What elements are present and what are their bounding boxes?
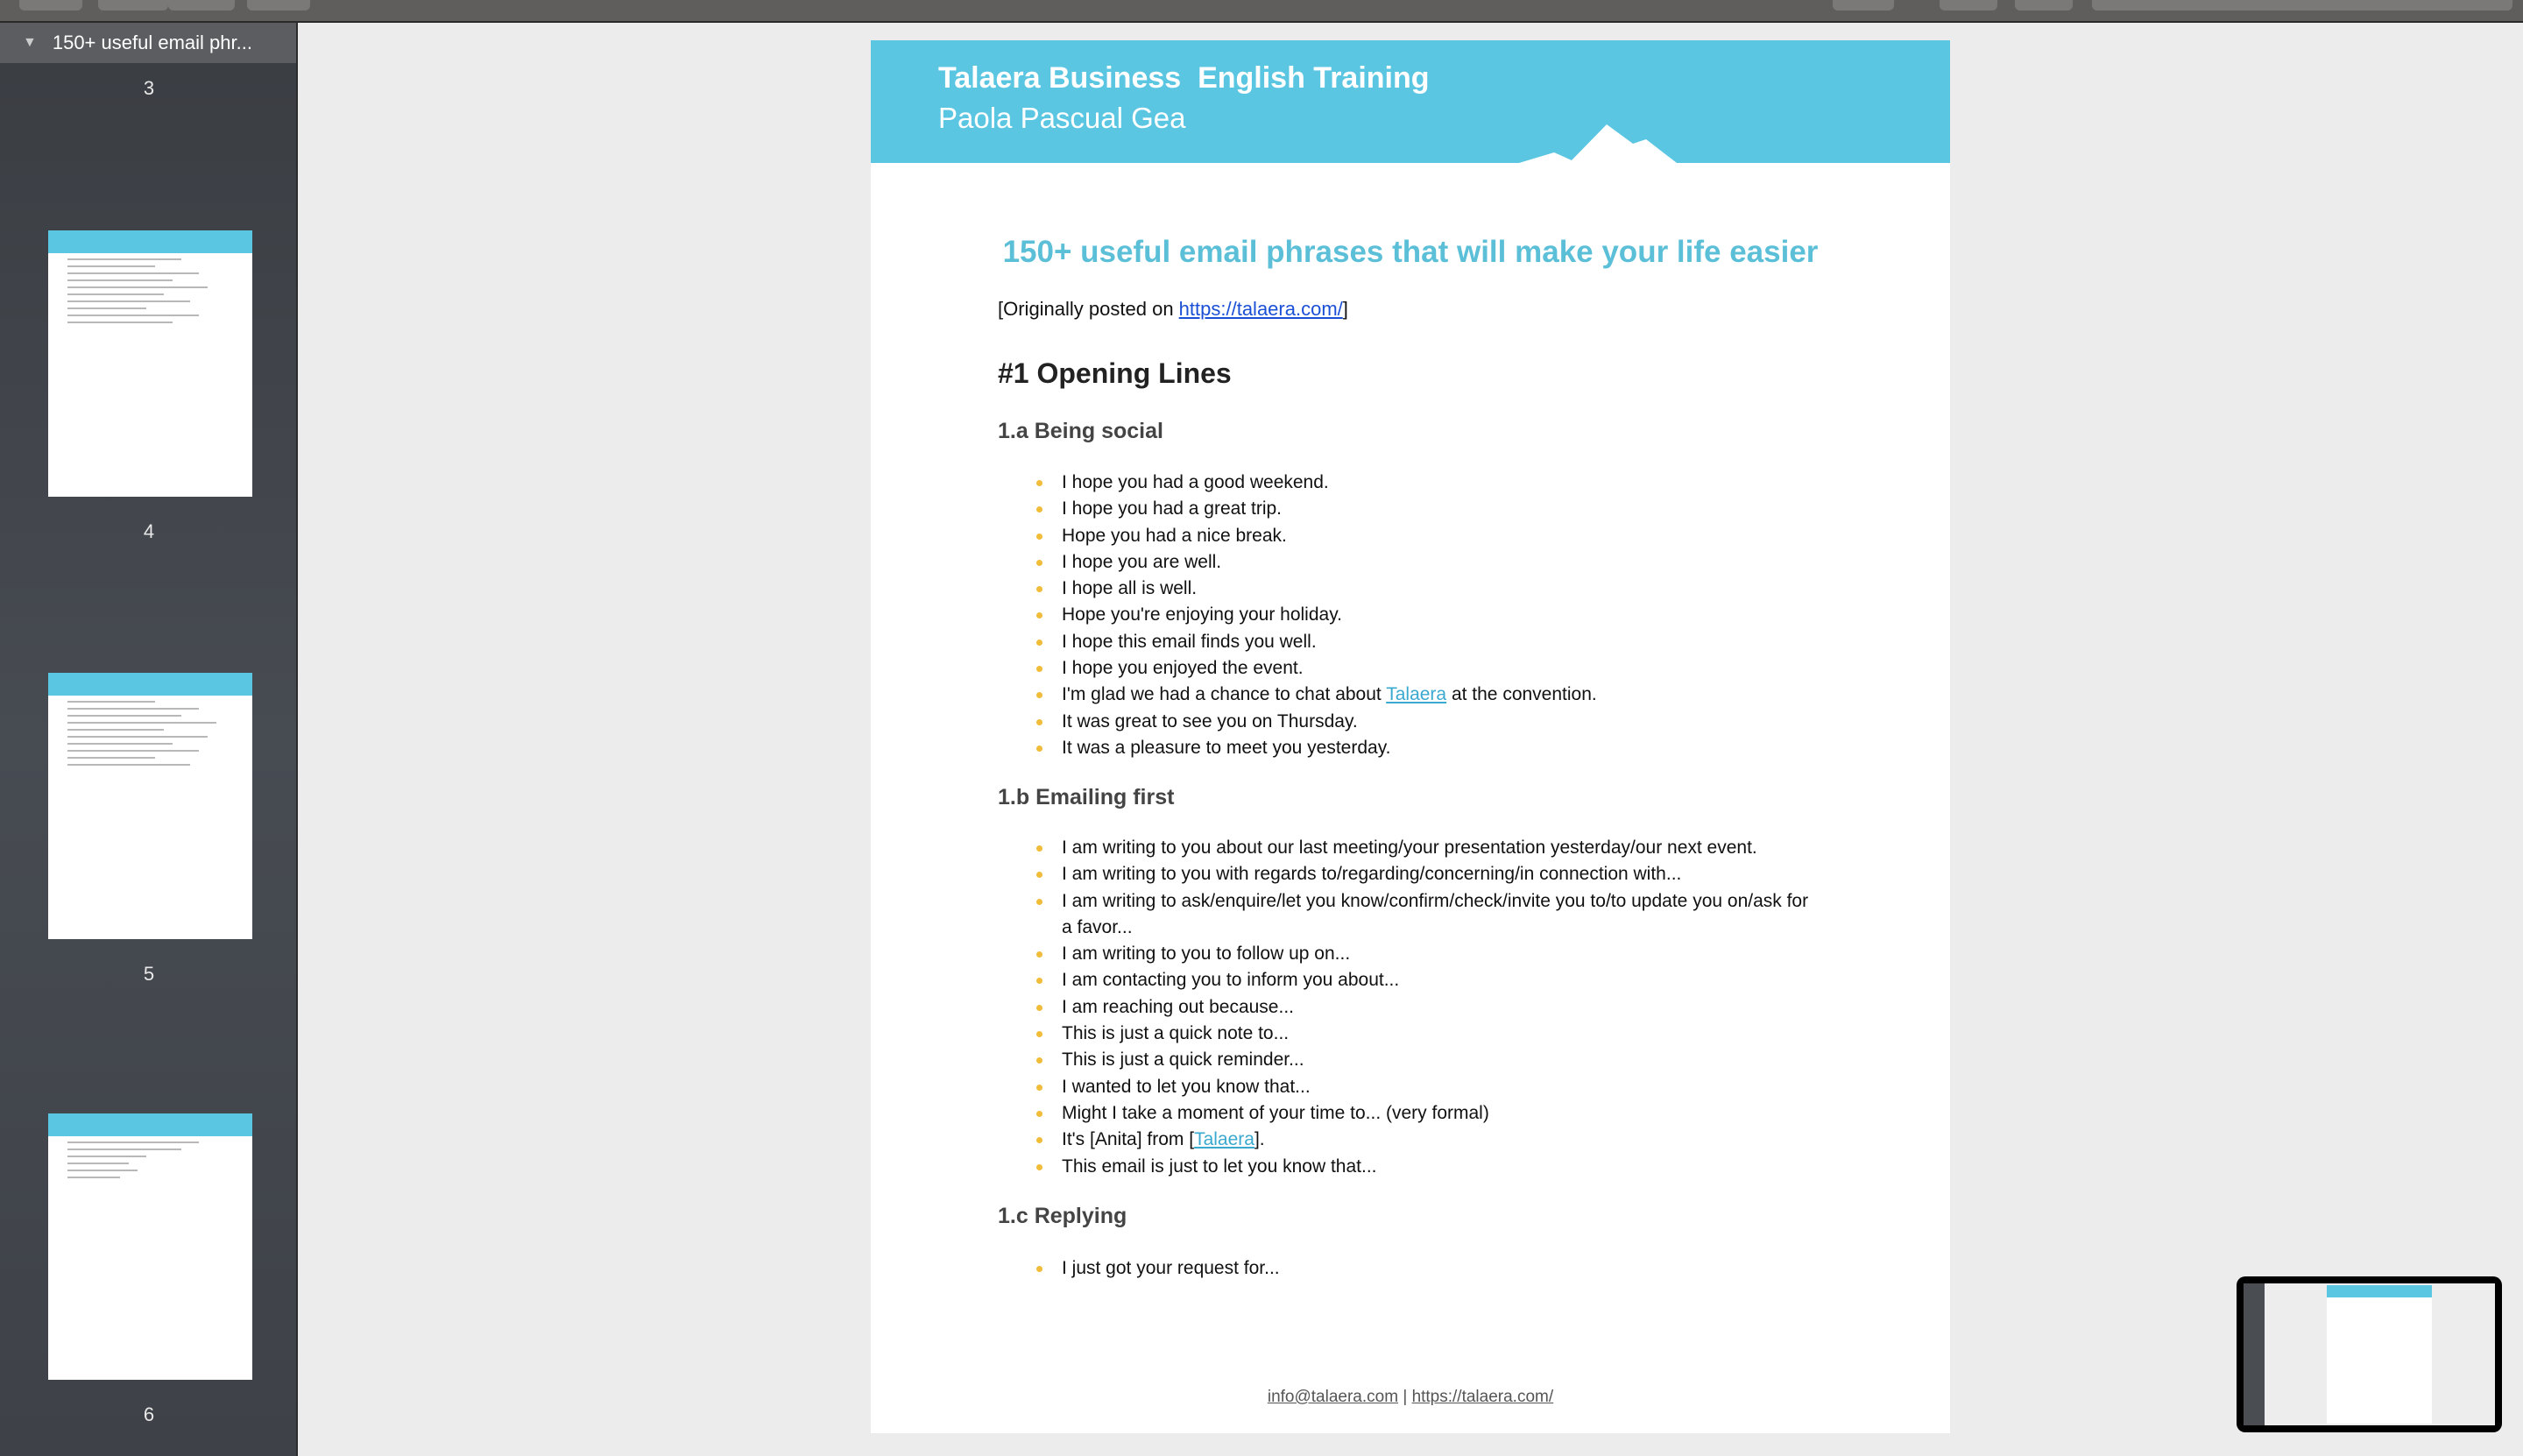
brand-title: Talaera Business English Training xyxy=(938,61,1430,95)
toolbar-button[interactable] xyxy=(98,0,168,11)
toolbar-button[interactable] xyxy=(1833,0,1894,11)
toolbar-button[interactable] xyxy=(168,0,235,11)
section-heading: #1 Opening Lines xyxy=(998,357,1232,389)
toolbar-button[interactable] xyxy=(247,0,310,11)
header-banner xyxy=(871,40,1950,163)
toolbar-button[interactable] xyxy=(2015,0,2073,11)
phrase-item: It was great to see you on Thursday. xyxy=(1062,709,1815,735)
sidebar-doc-title: 150+ useful email phr... xyxy=(52,32,252,53)
phrase-item: Might I take a moment of your time to... (very formal) xyxy=(1062,1100,1815,1127)
phrase-item: I hope you had a good weekend. xyxy=(1062,470,1815,496)
original-post-note xyxy=(998,298,1348,321)
sidebar-doc-header[interactable] xyxy=(0,23,296,63)
disclosure-triangle-icon[interactable]: ▼ xyxy=(23,35,37,50)
phrase-item: This is just a quick note to... xyxy=(1062,1021,1815,1047)
phrase-item: I just got your request for... xyxy=(1062,1255,1815,1282)
author-name: Paola Pascual Gea xyxy=(938,102,1186,134)
phrase-item: I hope you had a great trip. xyxy=(1062,496,1815,522)
page-thumbnail-6[interactable] xyxy=(48,1113,252,1380)
phrase-item: I hope all is well. xyxy=(1062,576,1815,602)
search-field[interactable] xyxy=(2092,0,2512,11)
phrase-item: I hope you enjoyed the event. xyxy=(1062,655,1815,682)
phrase-item: I am reaching out because... xyxy=(1062,994,1815,1021)
page-footer xyxy=(871,1388,1950,1407)
note-text: [Originally posted on xyxy=(998,298,1179,320)
phrase-list-c xyxy=(1062,1255,1815,1282)
phrase-item: I am writing to you to follow up on... xyxy=(1062,941,1815,967)
phrase-item: This is just a quick reminder... xyxy=(1062,1047,1815,1073)
phrase-item: I hope this email finds you well. xyxy=(1062,629,1815,655)
page-number: 3 xyxy=(143,77,155,99)
phrase-item: Hope you had a nice break. xyxy=(1062,523,1815,549)
window-preview[interactable] xyxy=(2237,1276,2502,1432)
phrase-item: I'm glad we had a chance to chat about Talaera at the convention. xyxy=(1062,682,1815,708)
subsection-heading: 1.a Being social xyxy=(998,419,1163,443)
separator: | xyxy=(1398,1388,1412,1406)
phrase-item: I am writing to you with regards to/regarding/concerning/in connection with... xyxy=(1062,861,1815,887)
phrase-item: I wanted to let you know that... xyxy=(1062,1074,1815,1100)
page-number: 4 xyxy=(143,520,155,542)
email-link[interactable]: info@talaera.com xyxy=(1267,1388,1399,1406)
phrase-item: I hope you are well. xyxy=(1062,549,1815,576)
subsection-heading: 1.b Emailing first xyxy=(998,785,1175,809)
toolbar-button[interactable] xyxy=(19,0,82,11)
phrase-item: It was a pleasure to meet you yesterday. xyxy=(1062,735,1815,761)
page-number: 5 xyxy=(143,963,155,985)
document-title: 150+ useful email phrases that will make your life easier xyxy=(1002,235,1819,269)
phrase-item: I am writing to you about our last meeting/your presentation yesterday/our next event. xyxy=(1062,835,1815,861)
talaera-link[interactable]: Talaera xyxy=(1194,1129,1254,1150)
toolbar xyxy=(0,0,2523,23)
talaera-link[interactable]: https://talaera.com/ xyxy=(1178,298,1343,320)
page-thumbnail-5[interactable] xyxy=(48,673,252,939)
document-page xyxy=(871,40,1950,1433)
phrase-item: This email is just to let you know that... xyxy=(1062,1154,1815,1180)
phrase-item: I am writing to ask/enquire/let you know/confirm/check/invite you to/to update you on/ask for a favor... xyxy=(1062,888,1815,942)
note-text: ] xyxy=(1342,298,1348,320)
phrase-item: It's [Anita] from [Talaera]. xyxy=(1062,1127,1815,1153)
thumbnail-sidebar xyxy=(0,23,298,1456)
website-link[interactable]: https://talaera.com/ xyxy=(1411,1388,1554,1406)
phrase-list-a xyxy=(1062,470,1815,761)
phrase-item: I am contacting you to inform you about... xyxy=(1062,967,1815,993)
talaera-link[interactable]: Talaera xyxy=(1386,684,1447,705)
subsection-heading: 1.c Replying xyxy=(998,1204,1127,1228)
phrase-item: Hope you're enjoying your holiday. xyxy=(1062,602,1815,628)
toolbar-button[interactable] xyxy=(1940,0,1997,11)
page-number: 6 xyxy=(143,1403,155,1425)
page-thumbnail-4[interactable] xyxy=(48,230,252,497)
phrase-list-b xyxy=(1062,835,1815,1180)
